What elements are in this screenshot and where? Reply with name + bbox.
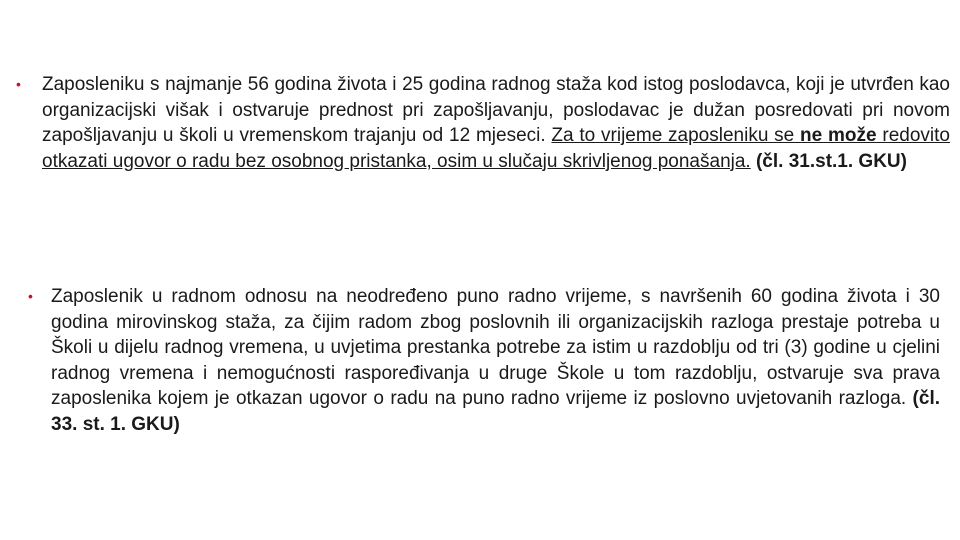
bullet-icon: • [28,288,33,304]
bullet-item-1-reference: (čl. 31.st.1. GKU) [755,150,907,172]
underlined-text-after: redovito otkazati ugovor o radu bez osobnog pristanka, osim u slučaju skrivljenog ponašanja. [42,125,950,172]
bullet-item-1-main-text: Zaposleniku s najmanje 56 godina života i 25 godina radnog staža kod istog poslodavca, koji je utvrđen kao organizacijski višak i ostvaruje prednost pri zapošljavanju, poslodavac je dužan posredovati pri novom zapošljavanju u školi u vremenskom trajanju od 12 mjeseci. [42,74,950,146]
bullet-item-1-text [42,72,950,174]
bullet-item-2 [28,284,940,437]
bullet-icon: • [16,76,21,92]
bullet-item-2-main-text: Zaposlenik u radnom odnosu na neodređeno puno radno vrijeme, s navršenih 60 godina života i 30 godina mirovinskog staža, za čijim radom zbog poslovnih ili organizacijskih razloga prestaje potreba u Školi u dijelu radnog vremena, u uvjetima prestanka potrebe za istim u razdoblju od tri (3) godine u cjelini radnog vremena i nemogućnosti raspoređivanja u druge Škole u tom razdoblju, ostvaruje sva prava zaposlenika kojem je otkazan ugovor o radu na puno radno vrijeme iz poslovno uvjetovanih razloga. [51,286,940,409]
underlined-bold-text: ne može [800,125,877,146]
bullet-item-1 [16,72,950,174]
bullet-item-2-reference: (čl. 33. st. 1. GKU) [51,388,940,435]
underlined-text-before: Za to vrijeme zaposleniku se [551,125,801,146]
bullet-item-2-text [51,284,940,437]
